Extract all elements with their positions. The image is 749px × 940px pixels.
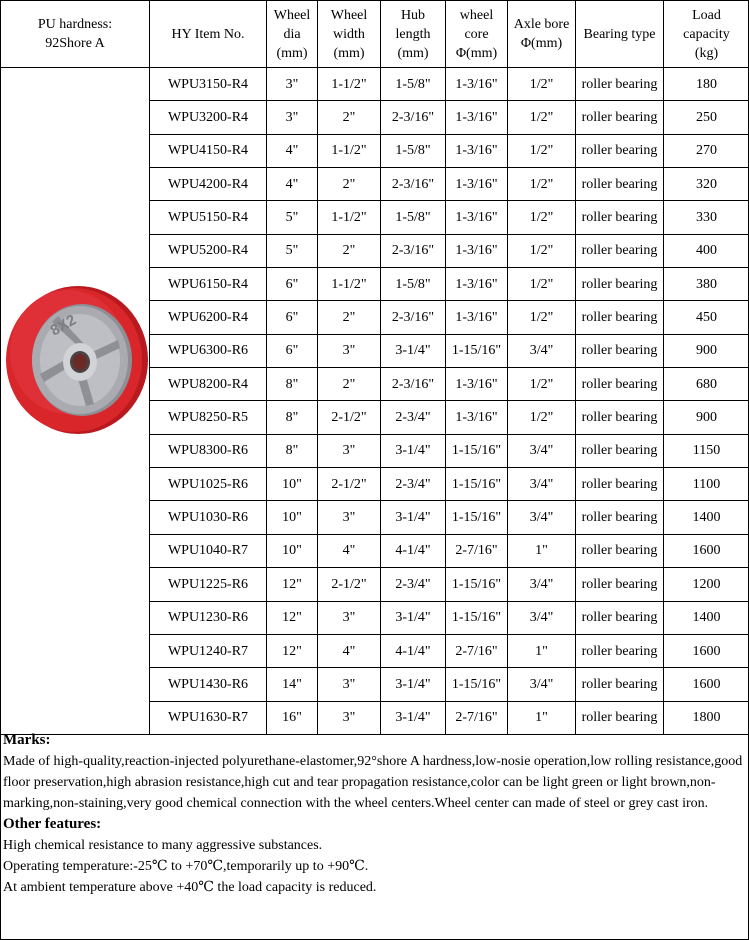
load-capacity-cell: 1100 bbox=[664, 468, 749, 501]
wheel-dia-cell: 8" bbox=[267, 401, 318, 434]
bearing-type-header: Bearing type bbox=[576, 1, 664, 68]
wheel-width-cell: 2" bbox=[318, 101, 381, 134]
wheel-dia-cell: 16" bbox=[267, 701, 318, 734]
hub-length-cell: 3-1/4" bbox=[381, 668, 446, 701]
wheel-core-header bbox=[446, 1, 508, 68]
marks-title: Marks: bbox=[3, 732, 51, 748]
item-no-cell: WPU3200-R4 bbox=[150, 101, 267, 134]
wheel-dia-cell: 12" bbox=[267, 568, 318, 601]
axle-bore-cell: 1" bbox=[508, 701, 576, 734]
wheel-image-cell bbox=[1, 68, 150, 735]
wheel-dia-cell: 8" bbox=[267, 434, 318, 467]
wheel-core-cell: 1-15/16" bbox=[446, 668, 508, 701]
wheel-dia-cell: 5" bbox=[267, 201, 318, 234]
hub-length-h3: (mm) bbox=[397, 45, 429, 61]
axle-bore-cell: 3/4" bbox=[508, 501, 576, 534]
item-no-cell: WPU4200-R4 bbox=[150, 168, 267, 201]
axle-bore-cell: 1/2" bbox=[508, 68, 576, 101]
hub-length-cell: 4-1/4" bbox=[381, 534, 446, 567]
item-no-cell: WPU6200-R4 bbox=[150, 301, 267, 334]
axle-bore-cell: 1/2" bbox=[508, 201, 576, 234]
hub-marking: 8X2 bbox=[47, 311, 80, 340]
axle-bore-cell: 3/4" bbox=[508, 434, 576, 467]
hub-length-cell: 2-3/16" bbox=[381, 301, 446, 334]
wheel-core-cell: 2-7/16" bbox=[446, 701, 508, 734]
bearing-type-cell: roller bearing bbox=[576, 634, 664, 667]
item-no-cell: WPU8200-R4 bbox=[150, 368, 267, 401]
load-capacity-cell: 250 bbox=[664, 101, 749, 134]
bearing-type-cell: roller bearing bbox=[576, 68, 664, 101]
load-capacity-cell: 900 bbox=[664, 401, 749, 434]
wheel-core-cell: 1-3/16" bbox=[446, 68, 508, 101]
wheel-width-cell: 4" bbox=[318, 634, 381, 667]
bearing-type-cell: roller bearing bbox=[576, 501, 664, 534]
axle-bore-cell: 1/2" bbox=[508, 368, 576, 401]
item-no-cell: WPU1630-R7 bbox=[150, 701, 267, 734]
wheel-dia-cell: 12" bbox=[267, 601, 318, 634]
wheel-dia-cell: 5" bbox=[267, 234, 318, 267]
hub-length-cell: 3-1/4" bbox=[381, 434, 446, 467]
item-no-cell: WPU8250-R5 bbox=[150, 401, 267, 434]
marks-text: Made of high-quality,reaction-injected polyurethane-elastomer,92°shore A hardness,low-nosie operation,low rolling resistance,good floor preservation,high abrasion resistance,high cut and tear propagation resistance,color can be light green or light brown,non-marking,non-staining,very good chemical connection with the wheel centers.Wheel center can made of steel or grey cast iron. bbox=[3, 754, 743, 811]
bearing-type-cell: roller bearing bbox=[576, 168, 664, 201]
wheel-width-cell: 1-1/2" bbox=[318, 134, 381, 167]
wheel-width-cell: 3" bbox=[318, 601, 381, 634]
item-no-cell: WPU1240-R7 bbox=[150, 634, 267, 667]
wheel-width-cell: 2" bbox=[318, 234, 381, 267]
bearing-type-cell: roller bearing bbox=[576, 368, 664, 401]
wheel-width-h3: (mm) bbox=[333, 45, 365, 61]
wheel-dia-cell: 6" bbox=[267, 268, 318, 301]
bearing-type-cell: roller bearing bbox=[576, 101, 664, 134]
wheel-core-cell: 1-3/16" bbox=[446, 368, 508, 401]
load-capacity-cell: 680 bbox=[664, 368, 749, 401]
wheel-width-cell: 2" bbox=[318, 301, 381, 334]
wheel-core-cell: 1-15/16" bbox=[446, 434, 508, 467]
bearing-type-cell: roller bearing bbox=[576, 701, 664, 734]
item-no-cell: WPU8300-R6 bbox=[150, 434, 267, 467]
load-capacity-cell: 1600 bbox=[664, 534, 749, 567]
item-no-cell: WPU3150-R4 bbox=[150, 68, 267, 101]
load-capacity-cell: 270 bbox=[664, 134, 749, 167]
axle-bore-cell: 3/4" bbox=[508, 668, 576, 701]
wheel-dia-h2: dia bbox=[283, 26, 301, 42]
bearing-type-cell: roller bearing bbox=[576, 334, 664, 367]
hub-length-h1: Hub bbox=[400, 7, 426, 23]
wheel-width-cell: 2-1/2" bbox=[318, 401, 381, 434]
load-capacity-cell: 1400 bbox=[664, 601, 749, 634]
wheel-dia-cell: 4" bbox=[267, 168, 318, 201]
hub-length-cell: 1-5/8" bbox=[381, 268, 446, 301]
axle-bore-header bbox=[508, 1, 576, 68]
hub-length-h2: length bbox=[395, 26, 431, 42]
feature-2: Operating temperature:-25℃ to +70℃,temporarily up to +90℃. bbox=[3, 859, 369, 874]
hardness-value: 92Shore A bbox=[45, 36, 105, 51]
axle-bore-h2: Φ(mm) bbox=[520, 36, 563, 51]
wheel-dia-header bbox=[267, 1, 318, 68]
load-capacity-cell: 900 bbox=[664, 334, 749, 367]
load-capacity-cell: 1200 bbox=[664, 568, 749, 601]
hub-length-header bbox=[381, 1, 446, 68]
item-no-cell: WPU1040-R7 bbox=[150, 534, 267, 567]
wheel-core-h3: Φ(mm) bbox=[455, 45, 498, 61]
bearing-type-cell: roller bearing bbox=[576, 268, 664, 301]
hub-length-cell: 2-3/16" bbox=[381, 234, 446, 267]
wheel-core-cell: 1-15/16" bbox=[446, 568, 508, 601]
item-no-header: HY Item No. bbox=[150, 1, 267, 68]
item-no-cell: WPU5150-R4 bbox=[150, 201, 267, 234]
item-no-cell: WPU1030-R6 bbox=[150, 501, 267, 534]
hardness-header bbox=[1, 1, 150, 68]
wheel-width-cell: 3" bbox=[318, 501, 381, 534]
load-capacity-cell: 450 bbox=[664, 301, 749, 334]
feature-1: High chemical resistance to many aggressive substances. bbox=[3, 838, 323, 853]
hub-length-cell: 3-1/4" bbox=[381, 601, 446, 634]
wheel-dia-cell: 10" bbox=[267, 468, 318, 501]
wheel-width-cell: 2" bbox=[318, 168, 381, 201]
bearing-type-cell: roller bearing bbox=[576, 468, 664, 501]
hub-length-cell: 2-3/4" bbox=[381, 568, 446, 601]
wheel-dia-cell: 8" bbox=[267, 368, 318, 401]
wheel-width-cell: 4" bbox=[318, 534, 381, 567]
wheel-width-cell: 2-1/2" bbox=[318, 568, 381, 601]
load-capacity-cell: 400 bbox=[664, 234, 749, 267]
wheel-width-cell: 2-1/2" bbox=[318, 468, 381, 501]
wheel-width-cell: 3" bbox=[318, 668, 381, 701]
item-no-cell: WPU6300-R6 bbox=[150, 334, 267, 367]
axle-bore-cell: 1" bbox=[508, 534, 576, 567]
axle-bore-cell: 3/4" bbox=[508, 601, 576, 634]
axle-bore-cell: 1" bbox=[508, 634, 576, 667]
axle-bore-cell: 1/2" bbox=[508, 234, 576, 267]
wheel-width-h1: Wheel bbox=[330, 7, 368, 23]
item-no-cell: WPU4150-R4 bbox=[150, 134, 267, 167]
wheel-dia-cell: 6" bbox=[267, 301, 318, 334]
wheel-width-h2: width bbox=[333, 26, 365, 42]
item-no-cell: WPU1025-R6 bbox=[150, 468, 267, 501]
wheel-core-h1: wheel bbox=[459, 7, 494, 23]
bearing-type-cell: roller bearing bbox=[576, 668, 664, 701]
axle-bore-cell: 1/2" bbox=[508, 101, 576, 134]
hub-length-cell: 1-5/8" bbox=[381, 201, 446, 234]
wheel-core-cell: 1-15/16" bbox=[446, 601, 508, 634]
axle-bore-cell: 1/2" bbox=[508, 401, 576, 434]
load-h3: (kg) bbox=[694, 45, 719, 61]
hardness-label: PU hardness: bbox=[37, 17, 113, 32]
axle-bore-h1: Axle bore bbox=[513, 17, 570, 32]
hub-length-cell: 4-1/4" bbox=[381, 634, 446, 667]
wheel-core-cell: 1-3/16" bbox=[446, 201, 508, 234]
hub-length-cell: 1-5/8" bbox=[381, 68, 446, 101]
item-no-cell: WPU1225-R6 bbox=[150, 568, 267, 601]
wheel-core-cell: 1-3/16" bbox=[446, 234, 508, 267]
bearing-type-cell: roller bearing bbox=[576, 134, 664, 167]
wheel-dia-cell: 4" bbox=[267, 134, 318, 167]
other-features-title: Other features: bbox=[3, 816, 102, 832]
wheel-dia-cell: 10" bbox=[267, 501, 318, 534]
header-row bbox=[1, 1, 749, 68]
wheel-core-cell: 1-3/16" bbox=[446, 168, 508, 201]
axle-bore-cell: 3/4" bbox=[508, 334, 576, 367]
load-h2: capacity bbox=[683, 26, 730, 42]
feature-3: At ambient temperature above +40℃ the load capacity is reduced. bbox=[3, 880, 377, 895]
wheel-width-cell: 1-1/2" bbox=[318, 68, 381, 101]
bearing-type-cell: roller bearing bbox=[576, 201, 664, 234]
item-no-cell: WPU5200-R4 bbox=[150, 234, 267, 267]
wheel-dia-cell: 3" bbox=[267, 68, 318, 101]
axle-bore-cell: 3/4" bbox=[508, 468, 576, 501]
notes-section bbox=[3, 730, 745, 898]
bearing-type-cell: roller bearing bbox=[576, 434, 664, 467]
load-capacity-cell: 1600 bbox=[664, 668, 749, 701]
wheel-dia-h1: Wheel bbox=[273, 7, 311, 23]
wheel-core-cell: 1-15/16" bbox=[446, 334, 508, 367]
bearing-type-cell: roller bearing bbox=[576, 301, 664, 334]
item-no-cell: WPU6150-R4 bbox=[150, 268, 267, 301]
bearing-type-cell: roller bearing bbox=[576, 234, 664, 267]
wheel-core-h2: core bbox=[464, 26, 489, 42]
wheel-core-cell: 1-3/16" bbox=[446, 268, 508, 301]
load-capacity-cell: 1150 bbox=[664, 434, 749, 467]
load-capacity-cell: 320 bbox=[664, 168, 749, 201]
wheel-width-cell: 3" bbox=[318, 434, 381, 467]
wheel-core-cell: 1-15/16" bbox=[446, 468, 508, 501]
load-capacity-cell: 180 bbox=[664, 68, 749, 101]
wheel-width-cell: 1-1/2" bbox=[318, 201, 381, 234]
wheel-image bbox=[1, 68, 150, 728]
wheel-core-cell: 1-15/16" bbox=[446, 501, 508, 534]
wheel-width-cell: 2" bbox=[318, 368, 381, 401]
wheel-core-cell: 1-3/16" bbox=[446, 134, 508, 167]
load-capacity-cell: 1400 bbox=[664, 501, 749, 534]
axle-bore-cell: 1/2" bbox=[508, 134, 576, 167]
wheel-width-cell: 3" bbox=[318, 701, 381, 734]
wheel-core-cell: 2-7/16" bbox=[446, 634, 508, 667]
hub-length-cell: 2-3/16" bbox=[381, 168, 446, 201]
bearing-type-cell: roller bearing bbox=[576, 601, 664, 634]
load-capacity-cell: 1600 bbox=[664, 634, 749, 667]
wheel-core-cell: 1-3/16" bbox=[446, 401, 508, 434]
load-capacity-cell: 330 bbox=[664, 201, 749, 234]
wheel-width-header bbox=[318, 1, 381, 68]
axle-bore-cell: 1/2" bbox=[508, 268, 576, 301]
wheel-dia-cell: 12" bbox=[267, 634, 318, 667]
wheel-dia-cell: 3" bbox=[267, 101, 318, 134]
load-capacity-cell: 1800 bbox=[664, 701, 749, 734]
hub-length-cell: 3-1/4" bbox=[381, 701, 446, 734]
wheel-width-cell: 1-1/2" bbox=[318, 268, 381, 301]
item-no-cell: WPU1230-R6 bbox=[150, 601, 267, 634]
hub-length-cell: 2-3/4" bbox=[381, 468, 446, 501]
axle-bore-cell: 1/2" bbox=[508, 301, 576, 334]
hub-length-cell: 2-3/16" bbox=[381, 368, 446, 401]
axle-bore-cell: 3/4" bbox=[508, 568, 576, 601]
bearing-type-cell: roller bearing bbox=[576, 534, 664, 567]
load-capacity-cell: 380 bbox=[664, 268, 749, 301]
item-no-cell: WPU1430-R6 bbox=[150, 668, 267, 701]
hub-length-cell: 3-1/4" bbox=[381, 501, 446, 534]
wheel-dia-cell: 6" bbox=[267, 334, 318, 367]
table-row bbox=[1, 68, 749, 101]
wheel-dia-cell: 14" bbox=[267, 668, 318, 701]
hub-length-cell: 3-1/4" bbox=[381, 334, 446, 367]
hub-length-cell: 1-5/8" bbox=[381, 134, 446, 167]
wheel-dia-cell: 10" bbox=[267, 534, 318, 567]
wheel-core-cell: 1-3/16" bbox=[446, 101, 508, 134]
wheel-width-cell: 3" bbox=[318, 334, 381, 367]
hub-length-cell: 2-3/16" bbox=[381, 101, 446, 134]
wheel-core-cell: 1-3/16" bbox=[446, 301, 508, 334]
axle-bore-cell: 1/2" bbox=[508, 168, 576, 201]
load-h1: Load bbox=[692, 7, 721, 23]
wheel-dia-h3: (mm) bbox=[276, 45, 308, 61]
hub-length-cell: 2-3/4" bbox=[381, 401, 446, 434]
wheel-core-cell: 2-7/16" bbox=[446, 534, 508, 567]
load-capacity-header bbox=[664, 1, 749, 68]
bearing-type-cell: roller bearing bbox=[576, 401, 664, 434]
bearing-type-cell: roller bearing bbox=[576, 568, 664, 601]
